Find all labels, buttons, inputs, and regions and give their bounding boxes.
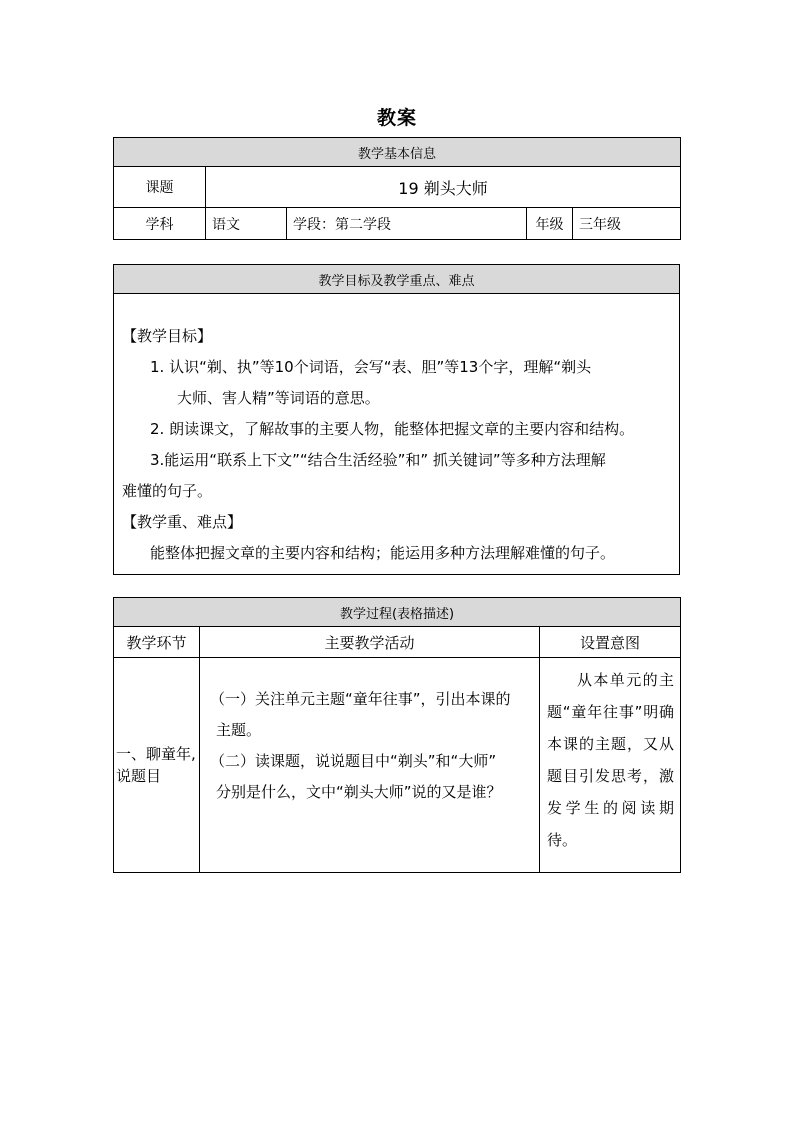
- process-header: 教学过程(表格描述): [114, 598, 681, 627]
- grade-value: 三年级: [573, 208, 681, 240]
- subject-label: 学科: [114, 208, 206, 240]
- activity-2-line-2: 分别是什么，文中“剃头大师”说的又是谁？: [216, 783, 502, 801]
- goals-body: [114, 294, 680, 575]
- stage-cell: [114, 658, 200, 873]
- topic-label: 课题: [114, 167, 206, 208]
- key-points-text: 能整体把握文章的主要内容和结构；能运用多种方法理解难懂的句子。: [150, 544, 616, 562]
- stage-line-2: 说题目: [116, 767, 162, 785]
- goals-heading: 【教学目标】: [122, 327, 213, 345]
- process-table: [113, 597, 681, 873]
- basic-info-header: 教学基本信息: [114, 138, 681, 167]
- activity-cell: [200, 658, 540, 873]
- goals-header: 教学目标及教学重点、难点: [114, 265, 680, 294]
- col-header-intent: 设置意图: [540, 627, 681, 658]
- basic-info-table: [113, 137, 681, 240]
- goal-item-1-line-1: 1. 认识“剃、执”等10个词语，会写“表、胆”等13个字，理解“剃头: [150, 358, 592, 376]
- subject-value: 语文: [206, 208, 287, 240]
- goal-item-2: 2. 朗读课文，了解故事的主要人物，能整体把握文章的主要内容和结构。: [150, 420, 635, 438]
- col-header-stage: 教学环节: [114, 627, 200, 658]
- col-header-activity: 主要教学活动: [200, 627, 540, 658]
- activity-1-line-2: 主题。: [216, 721, 262, 739]
- document-title: 教案: [376, 107, 417, 129]
- activity-1-line-1: （一）关注单元主题“童年往事”，引出本课的: [210, 690, 511, 708]
- grade-label: 年级: [527, 208, 573, 240]
- goal-item-1-line-2: 大师、害人精”等词语的意思。: [177, 389, 380, 407]
- topic-value: 19 剃头大师: [206, 167, 681, 208]
- goal-item-3-line-1: 3.能运用“联系上下文”“结合生活经验”和” 抓关键词”等多种方法理解: [150, 451, 606, 469]
- intent-text: 从本单元的主题“童年往事”明确本课的主题，又从题目引发思考，激发学生的阅读期待。: [547, 671, 675, 849]
- activity-2-line-1: （二）读课题，说说题目中“剃头”和“大师”: [210, 752, 497, 770]
- intent-cell: [540, 658, 681, 873]
- goal-item-3-line-2: 难懂的句子。: [122, 482, 213, 500]
- stage-line-1: 一、聊童年,: [116, 745, 196, 763]
- key-points-heading: 【教学重、难点】: [122, 513, 243, 531]
- table-row: [114, 658, 681, 873]
- goals-table: [113, 264, 680, 575]
- stage-value: 学段：第二学段: [287, 208, 527, 240]
